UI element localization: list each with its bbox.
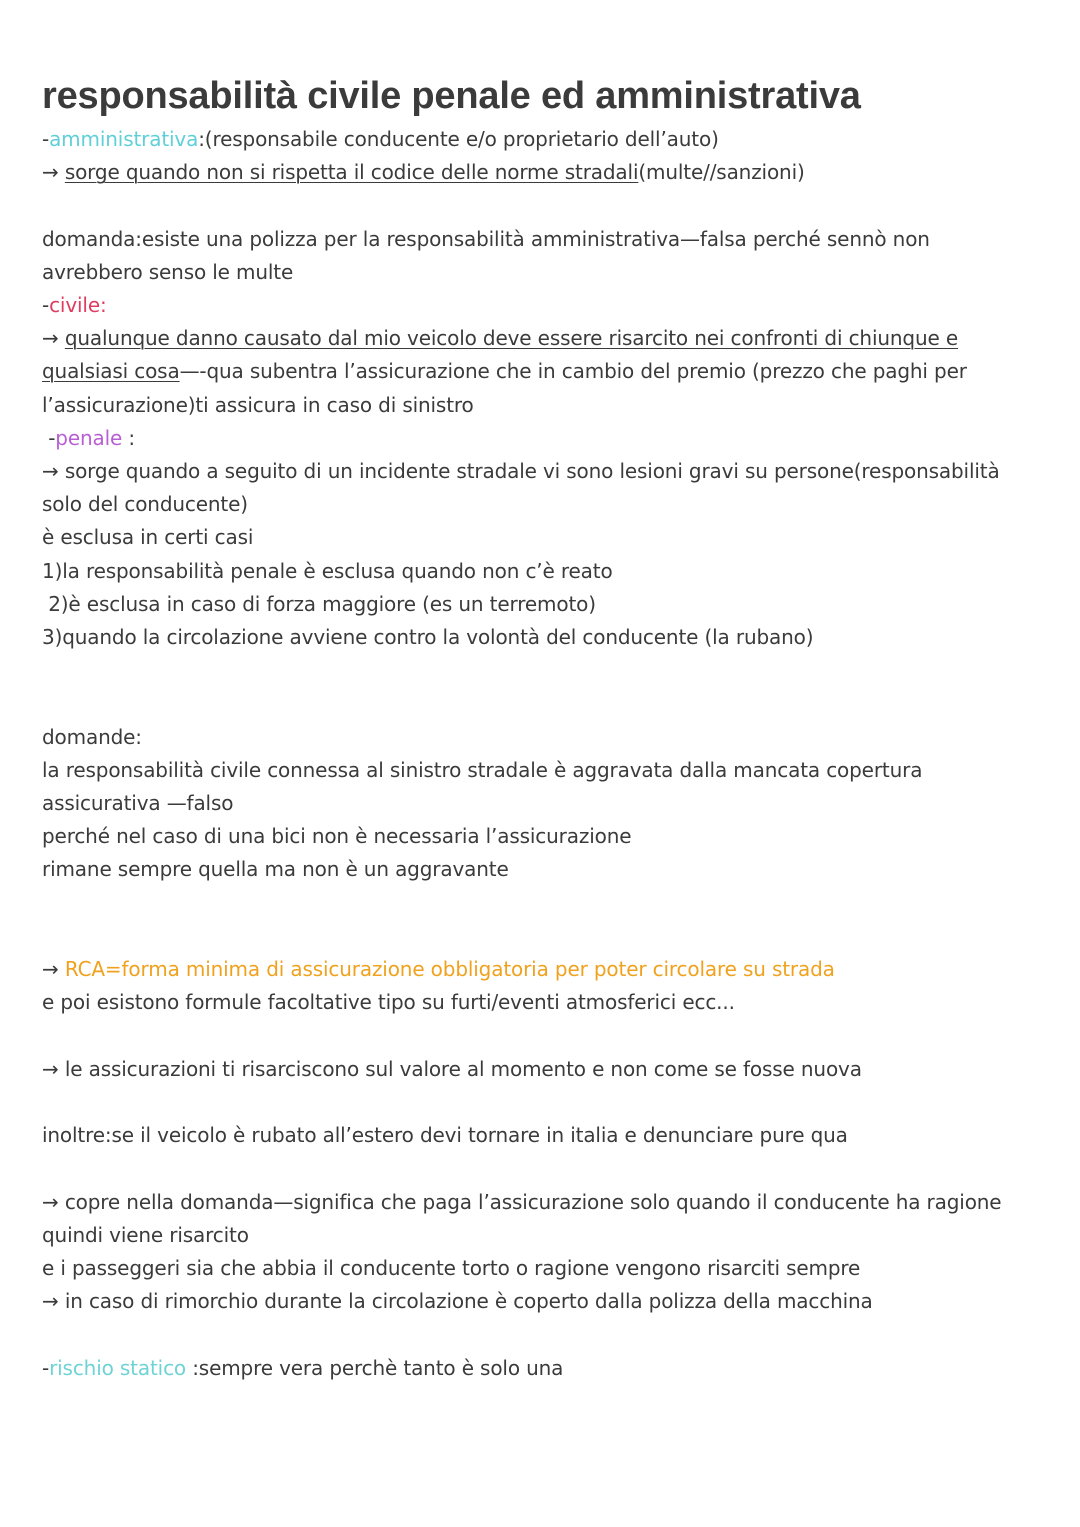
rischio-statico-line [42, 1354, 563, 1382]
dash: - [42, 293, 50, 317]
arrow: → [42, 160, 65, 184]
rca-definition: RCA=forma minima di assicurazione obbligatoria per poter circolare su strada [64, 957, 835, 981]
penale-colon: : [122, 426, 135, 450]
civile-line-3: l’assicurazione)ti assicura in caso di sinistro [42, 393, 474, 417]
domanda-line-1: domanda:esiste una polizza per la responsabilità amministrativa—falsa perché sennò non [42, 227, 930, 251]
inoltre-line: inoltre:se il veicolo è rubato all’estero devi tornare in italia e denunciare pure qua [42, 1123, 848, 1147]
rca-line-2: e poi esistono formule facoltative tipo su furti/eventi atmosferici ecc... [42, 990, 735, 1014]
rischio-statico-label: rischio statico [49, 1356, 186, 1380]
penale-item-2: 2)è esclusa in caso di forza maggiore (es un terremoto) [42, 592, 596, 616]
copre-line-2: quindi viene risarcito [42, 1223, 249, 1247]
civile-label: civile: [49, 293, 107, 317]
domande-line-3: perché nel caso di una bici non è necessaria l’assicurazione [42, 824, 632, 848]
domanda-line-2: avrebbero senso le multe [42, 260, 294, 284]
domande-line-4: rimane sempre quella ma non è un aggravante [42, 857, 509, 881]
domande-line-1: la responsabilità civile connessa al sinistro stradale è aggravata dalla mancata copertura [42, 758, 923, 782]
amministrativa-heading [42, 125, 719, 153]
rischio-statico-rest: :sempre vera perchè tanto è solo una [186, 1356, 564, 1380]
copre-line-4: → in caso di rimorchio durante la circolazione è coperto dalla polizza della macchina [42, 1289, 873, 1313]
penale-heading [42, 424, 135, 452]
arrow: → [42, 326, 65, 350]
civile-rest: —-qua subentra l’assicurazione che in cambio del premio (prezzo che paghi per [179, 359, 967, 383]
rca-line [42, 955, 835, 983]
penale-label: penale [55, 426, 123, 450]
dash: - [42, 1356, 50, 1380]
civile-underlined-2: qualsiasi cosa [42, 359, 180, 383]
penale-line-3: è esclusa in certi casi [42, 525, 254, 549]
copre-line-3: e i passeggeri sia che abbia il conducente torto o ragione vengono risarciti sempre [42, 1256, 861, 1280]
dash: - [42, 127, 50, 151]
penale-item-3: 3)quando la circolazione avviene contro la volontà del conducente (la rubano) [42, 625, 814, 649]
amministrativa-after: (multe//sanzioni) [638, 160, 805, 184]
copre-line-1: → copre nella domanda—significa che paga l’assicurazione solo quando il conducente ha ragione [42, 1190, 1002, 1214]
amministrativa-label: amministrativa [49, 127, 199, 151]
page-title: responsabilità civile penale ed amministrativa [42, 75, 861, 117]
civile-line-1 [42, 324, 958, 352]
penale-line-2: solo del conducente) [42, 492, 248, 516]
dash: - [42, 426, 56, 450]
amministrativa-rule [42, 158, 805, 186]
domande-line-2: assicurativa —falso [42, 791, 234, 815]
civile-line-2 [42, 357, 967, 385]
civile-underlined-1: qualunque danno causato dal mio veicolo deve essere risarcito nei confronti di chiunque e [64, 326, 959, 350]
penale-item-1: 1)la responsabilità penale è esclusa quando non c’è reato [42, 559, 613, 583]
arrow: → [42, 957, 65, 981]
amministrativa-description: :(responsabile conducente e/o proprietario dell’auto) [198, 127, 719, 151]
civile-heading [42, 291, 107, 319]
risarcimento-line: → le assicurazioni ti risarciscono sul valore al momento e non come se fosse nuova [42, 1057, 862, 1081]
penale-line-1: → sorge quando a seguito di un incidente stradale vi sono lesioni gravi su persone(responsabilità [42, 459, 1000, 483]
domande-heading: domande: [42, 725, 142, 749]
amministrativa-underlined: sorge quando non si rispetta il codice delle norme stradali [64, 160, 639, 184]
